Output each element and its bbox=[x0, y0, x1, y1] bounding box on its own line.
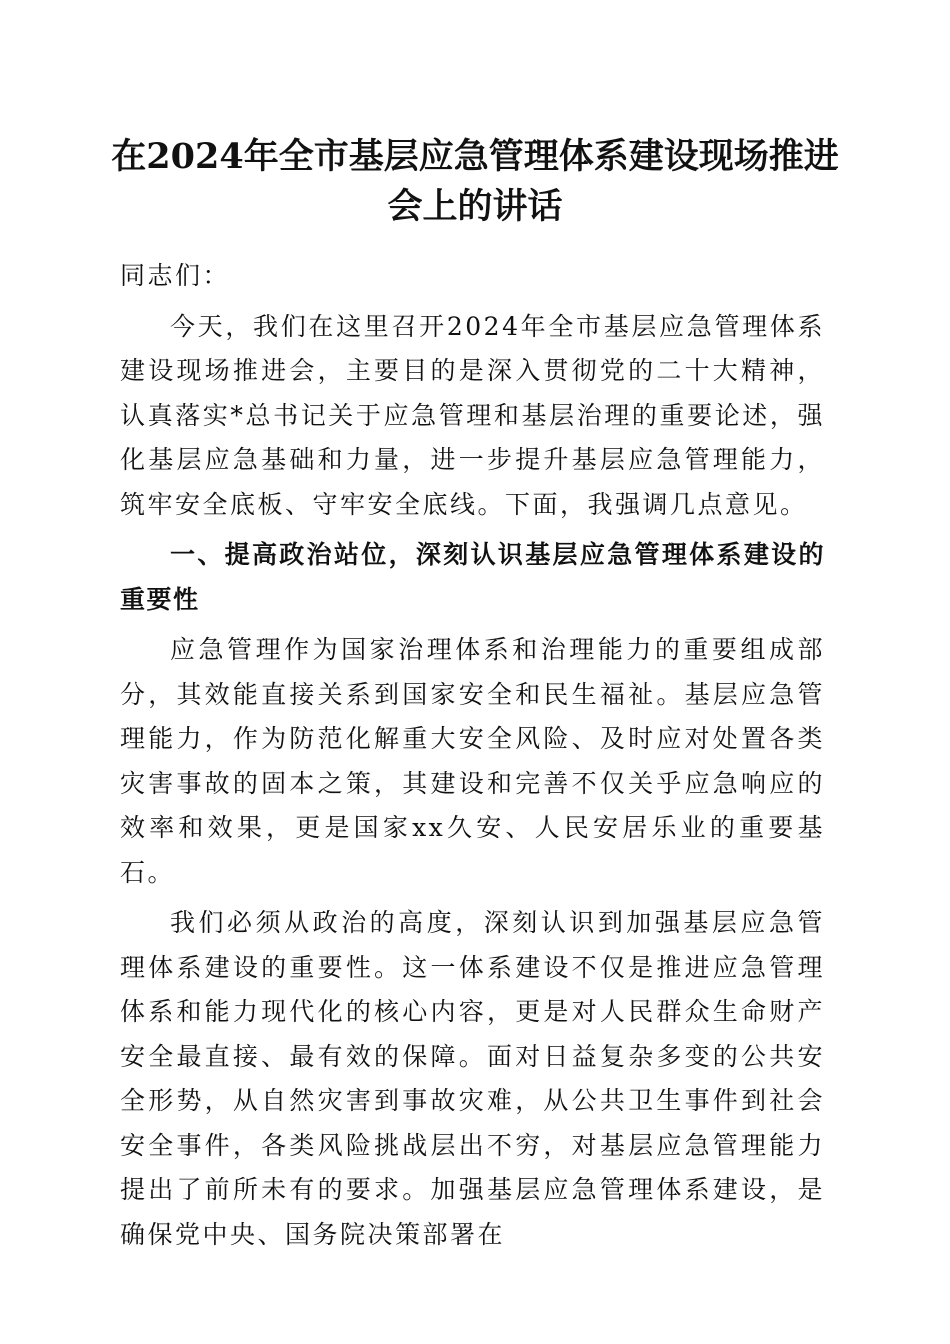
section-paragraph: 我们必须从政治的高度，深刻认识到加强基层应急管理体系建设的重要性。这一体系建设不仅是推进应急管理体系和能力现代化的核心内容，更是对人民群众生命财产安全最直接、最有效的保障。面对日益复杂多变的公共安全形势，从自然灾害到事故灾难，从公共卫生事件到社会安全事件，各类风险挑战层出不穷，对基层应急管理能力提出了前所未有的要求。加强基层应急管理体系建设，是确保党中央、国务院决策部署在 bbox=[120, 908, 825, 1249]
salutation: 同志们： bbox=[120, 261, 231, 290]
section-paragraph: 应急管理作为国家治理体系和治理能力的重要组成部分，其效能直接关系到国家安全和民生福祉。基层应急管理能力，作为防范化解重大安全风险、及时应对处置各类灾害事故的固本之策，其建设和完善不仅关乎应急响应的效率和效果，更是国家xx久安、人民安居乐业的重要基石。 bbox=[120, 635, 825, 887]
section-heading: 一、提高政治站位，深刻认识基层应急管理体系建设的重要性 bbox=[120, 540, 825, 614]
intro-paragraph: 今天，我们在这里召开2024年全市基层应急管理体系建设现场推进会，主要目的是深入贯彻党的二十大精神，认真落实*总书记关于应急管理和基层治理的重要论述，强化基层应急基础和力量，进一步提升基层应急管理能力，筑牢安全底板、守牢安全底线。下面，我强调几点意见。 bbox=[120, 311, 825, 519]
document-title: 在2024年全市基层应急管理体系建设现场推进会上的讲话 bbox=[111, 136, 839, 227]
document-body bbox=[120, 254, 825, 1257]
